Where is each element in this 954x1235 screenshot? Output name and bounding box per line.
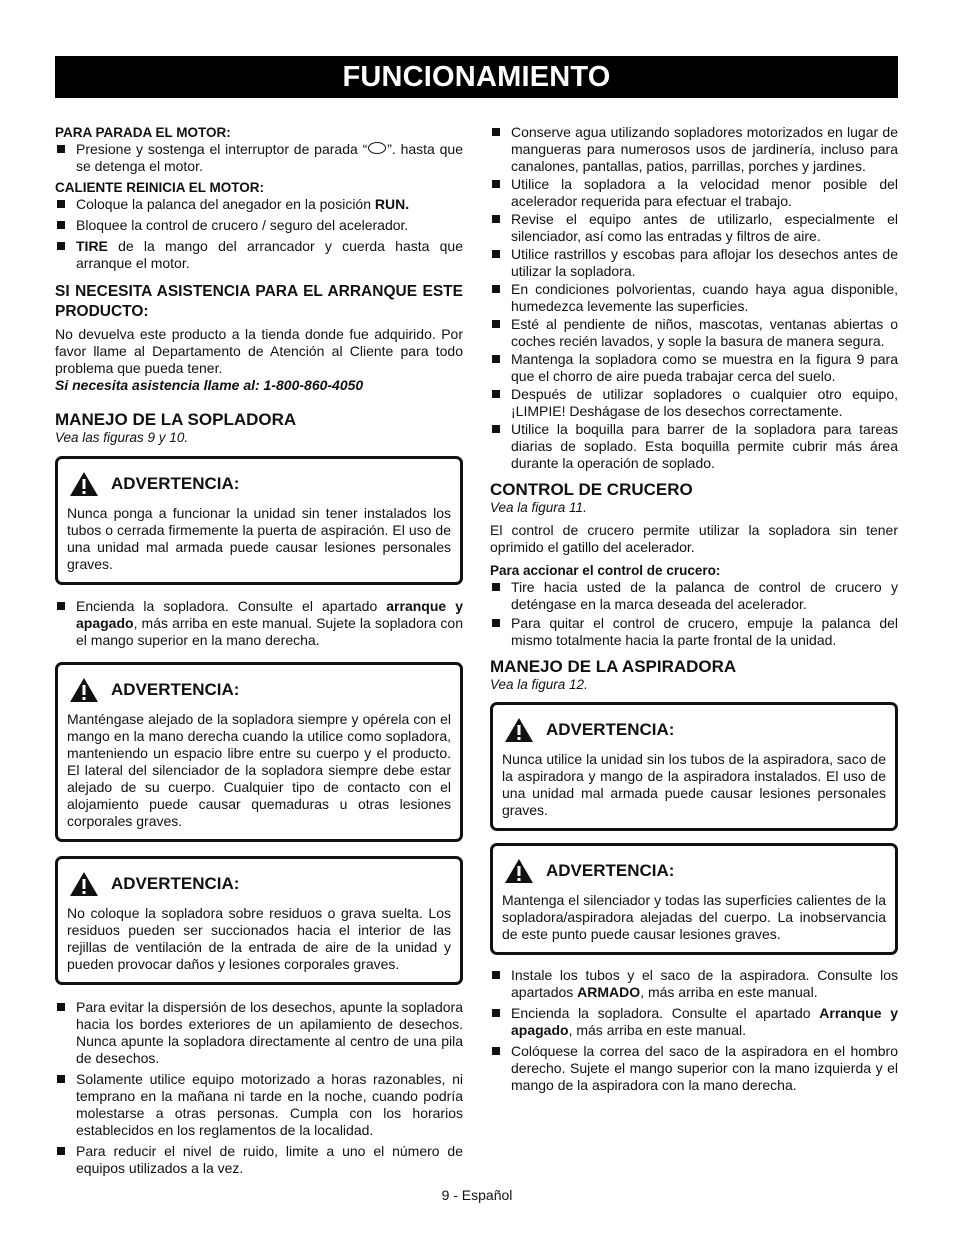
list-item: Mantenga la sopladora como se muestra en la figura 9 para que el chorro de aire pueda trabajar cerca del suelo. <box>490 351 898 385</box>
bullet-square-icon <box>492 180 500 188</box>
figure-reference: Vea las figuras 9 y 10. <box>55 430 189 445</box>
warning-box <box>55 456 463 585</box>
crucero-text: El control de crucero permite utilizar la sopladora sin tener oprimido el gatillo del acelerador. <box>490 522 898 555</box>
bullet-square-icon <box>57 602 65 610</box>
list-item: Coloque la palanca del anegador en la posición RUN. <box>55 196 463 213</box>
aspiradora-list <box>490 967 898 1094</box>
list-item: Para reducir el nivel de ruido, limite a uno el número de equipos utilizados a la vez. <box>55 1143 463 1177</box>
page-number: 9 - Español <box>441 1187 513 1203</box>
list-item: En condiciones polvorientas, cuando haya agua disponible, humedezca levemente las superficies. <box>490 281 898 315</box>
list-item: Utilice rastrillos y escobas para aflojar los desechos antes de utilizar la sopladora. <box>490 246 898 280</box>
bullet-square-icon <box>492 215 500 223</box>
list-item: Encienda la sopladora. Consulte el apartado arranque y apagado, más arriba en este manual. Sujete la sopladora con el mango superior en la mano derecha. <box>55 598 463 649</box>
asistencia-phone: Si necesita asistencia llame al: 1-800-860-4050 <box>55 377 364 393</box>
warning-triangle-icon <box>69 677 99 703</box>
tips-list <box>490 124 898 472</box>
bullet-square-icon <box>492 390 500 398</box>
crucero-heading: CONTROL DE CRUCERO <box>490 480 693 499</box>
warning-title: ADVERTENCIA: <box>111 874 240 893</box>
warning-box <box>55 662 463 842</box>
aspiradora-heading: MANEJO DE LA ASPIRADORA <box>490 657 737 676</box>
bullet-square-icon <box>492 583 500 591</box>
figure-reference: Vea la figura 11. <box>490 500 587 515</box>
warning-box <box>55 856 463 985</box>
sopladora-tips-list <box>55 999 463 1177</box>
list-item: Bloquee la control de crucero / seguro del acelerador. <box>55 217 463 234</box>
list-item: Revise el equipo antes de utilizarlo, especialmente el silenciador, así como las entradas y filtros de aire. <box>490 211 898 245</box>
asistencia-text: No devuelva este producto a la tienda donde fue adquirido. Por favor llame al Departamento de Atención al Cliente para todo problema que pueda tener. <box>55 326 463 376</box>
list-item: Para quitar el control de crucero, empuje la palanca del mismo totalmente hacia la parte frontal de la unidad. <box>490 615 898 649</box>
list-item: Presione y sostenga el interruptor de parada “ ”. hasta que se detenga el motor. <box>55 141 463 175</box>
warning-triangle-icon <box>69 871 99 897</box>
bullet-square-icon <box>57 1003 65 1011</box>
warning-title: ADVERTENCIA: <box>546 720 675 739</box>
bullet-square-icon <box>57 242 65 250</box>
bullet-square-icon <box>492 1047 500 1055</box>
list-item: Después de utilizar sopladores o cualquier otro equipo, ¡LIMPIE! Deshágase de los desechos correctamente. <box>490 386 898 420</box>
bullet-square-icon <box>492 285 500 293</box>
encienda-list <box>55 598 463 649</box>
bullet-square-icon <box>492 425 500 433</box>
warning-title: ADVERTENCIA: <box>111 474 240 493</box>
parada-heading: PARA PARADA EL MOTOR: <box>55 125 231 140</box>
accionar-list <box>490 579 898 649</box>
bullet-square-icon <box>492 619 500 627</box>
list-item: Para evitar la dispersión de los desechos, apunte la sopladora hacia los bordes exteriores de un apilamiento de desechos. Nunca apunte la sopladora directamente al centro de una pila de desechos. <box>55 999 463 1067</box>
right-column <box>490 124 898 1094</box>
page-title: FUNCIONAMIENTO <box>55 56 898 98</box>
bullet-square-icon <box>492 355 500 363</box>
warning-box <box>490 843 898 955</box>
bullet-square-icon <box>57 200 65 208</box>
warning-text: Nunca ponga a funcionar la unidad sin tener instalados los tubos o cerrada firmemente la puerta de aspiración. El uso de una unidad mal armada puede causar lesiones personales graves. <box>67 505 451 572</box>
list-item: Conserve agua utilizando sopladores motorizados en lugar de mangueras para numerosos usos de jardinería, incluso para canalones, pantallas, patios, parrillas, porches y jardines. <box>490 124 898 175</box>
asistencia-heading: SI NECESITA ASISTENCIA PARA EL ARRANQUE ESTE PRODUCTO: <box>55 283 463 320</box>
warning-text: No coloque la sopladora sobre residuos o grava suelta. Los residuos pueden ser succionados hacia el interior de las rejillas de ventilación de la entrada de aire de la unidad y pueden provocar daños y lesiones corporales graves. <box>67 905 451 972</box>
list-item: Tire hacia usted de la palanca de control de crucero y deténgase en la marca deseada del acelerador. <box>490 579 898 613</box>
warning-triangle-icon <box>504 717 534 743</box>
list-item: Solamente utilice equipo motorizado a horas razonables, ni temprano en la mañana ni tarde en la noche, cuando podría molestarse a otras personas. Cumpla con los horarios establecidos en los reglamentos de la localidad. <box>55 1071 463 1139</box>
warning-triangle-icon <box>504 858 534 884</box>
bullet-square-icon <box>492 971 500 979</box>
warning-text: Mantenga el silenciador y todas las superficies calientes de la sopladora/aspiradora alejadas del cuerpo. La inobservancia de este punto puede causar lesiones graves. <box>502 892 886 942</box>
bullet-square-icon <box>492 320 500 328</box>
list-item: Encienda la sopladora. Consulte el apartado Arranque y apagado, más arriba en este manual. <box>490 1005 898 1039</box>
list-item: TIRE de la mango del arrancador y cuerda hasta que arranque el motor. <box>55 238 463 272</box>
warning-text: Nunca utilice la unidad sin los tubos de la aspiradora, saco de la aspiradora y mango de la aspiradora instalados. El uso de una unidad mal armada puede causar lesiones personales graves. <box>502 751 886 818</box>
bullet-square-icon <box>57 1075 65 1083</box>
warning-title: ADVERTENCIA: <box>546 861 675 880</box>
warning-text: Manténgase alejado de la sopladora siempre y opérela con el mango en la mano derecha cuando la utilice como sopladora, manteniendo un espacio libre entre su cuerpo y el producto. El lateral del silenciador de la sopladora siempre debe estar alejado de su cuerpo. Cualquier tipo de contacto con el alojamiento puede causar quemaduras u otras lesiones corporales graves. <box>67 711 451 829</box>
bullet-square-icon <box>492 128 500 136</box>
caliente-list <box>55 196 463 272</box>
list-item: Colóquese la correa del saco de la aspiradora en el hombro derecho. Sujete el mango superior con la mano izquierda y el mango de la aspiradora con la mano derecha. <box>490 1043 898 1094</box>
bullet-square-icon <box>492 1009 500 1017</box>
list-item: Esté al pendiente de niños, mascotas, ventanas abiertas o coches recién lavados, y sople la basura de manera segura. <box>490 316 898 350</box>
list-item: Instale los tubos y el saco de la aspiradora. Consulte los apartados ARMADO, más arriba en este manual. <box>490 967 898 1001</box>
left-column <box>55 124 463 1177</box>
bullet-square-icon <box>57 1147 65 1155</box>
list-item: Utilice la sopladora a la velocidad menor posible del acelerador requerida para efectuar el trabajo. <box>490 176 898 210</box>
bullet-square-icon <box>57 145 65 153</box>
list-item: Utilice la boquilla para barrer de la sopladora para tareas diarias de soplado. Esta boquilla permite cubrir más área durante la operación de soplado. <box>490 421 898 472</box>
warning-title: ADVERTENCIA: <box>111 680 240 699</box>
figure-reference: Vea la figura 12. <box>490 677 588 692</box>
stop-switch-icon <box>368 142 386 154</box>
warning-triangle-icon <box>69 471 99 497</box>
parada-list <box>55 141 463 175</box>
bullet-square-icon <box>492 250 500 258</box>
warning-box <box>490 702 898 831</box>
manejo-sopladora-heading: MANEJO DE LA SOPLADORA <box>55 410 297 429</box>
accionar-heading: Para accionar el control de crucero: <box>490 563 721 578</box>
caliente-heading: CALIENTE REINICIA EL MOTOR: <box>55 180 265 195</box>
bullet-square-icon <box>57 221 65 229</box>
